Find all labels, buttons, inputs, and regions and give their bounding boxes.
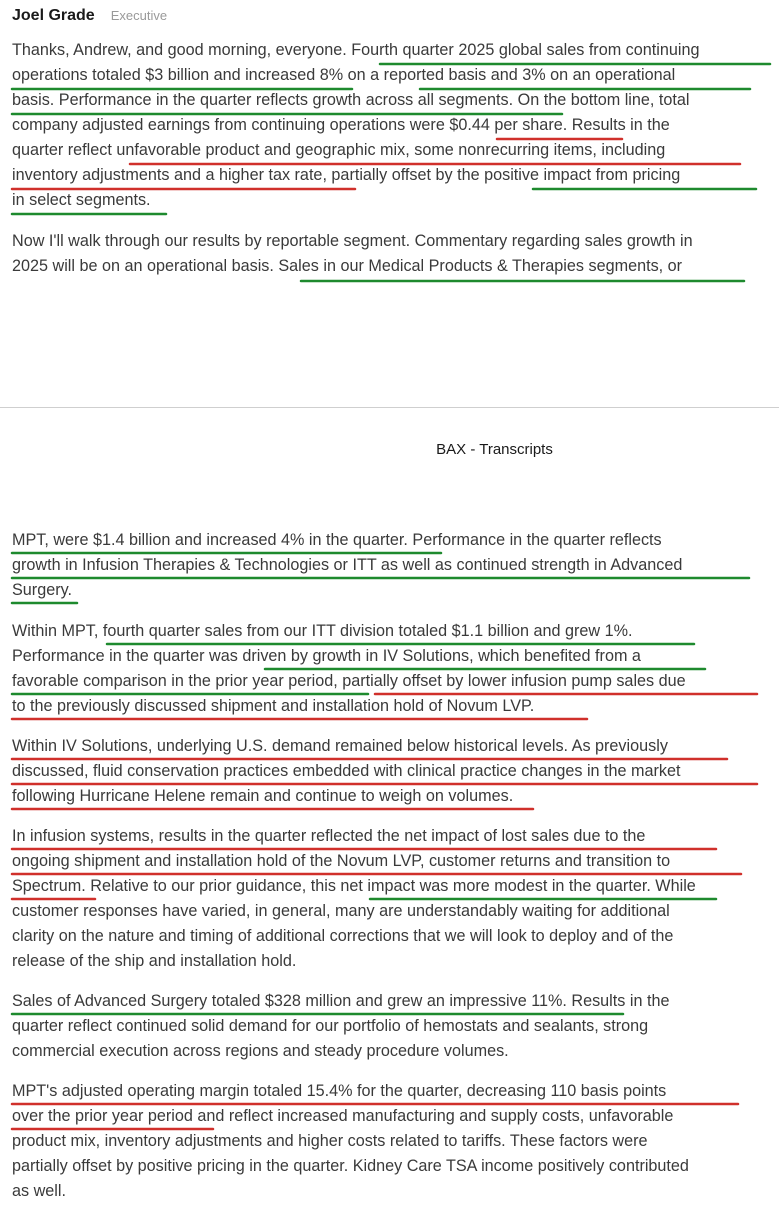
paragraph-line: Surgery.	[12, 581, 72, 599]
paragraph-line: Within MPT, fourth quarter sales from our ITT division totaled $1.1 billion and grew 1%.	[12, 622, 633, 640]
paragraph-line: MPT's adjusted operating margin totaled 15.4% for the quarter, decreasing 110 basis points	[12, 1082, 667, 1100]
speaker-name: Joel Grade	[12, 7, 95, 24]
paragraph-itt-division	[12, 619, 772, 719]
page-header: BAX - Transcripts	[436, 441, 553, 458]
paragraph-line: 2025 will be on an operational basis. Sales in our Medical Products & Therapies segments, or	[12, 257, 683, 275]
speaker-role: Executive	[110, 8, 168, 23]
paragraph-line: company adjusted earnings from continuing operations were $0.44 per share. Results in the	[12, 116, 670, 134]
paragraph-operating-margin	[12, 1079, 772, 1204]
paragraph-line: ongoing shipment and installation hold of the Novum LVP, customer returns and transition to	[12, 852, 671, 870]
paragraph-line: in select segments.	[12, 191, 151, 209]
page-divider	[0, 407, 779, 408]
paragraph-segment-walkthrough	[12, 229, 772, 279]
paragraph-iv-solutions	[12, 734, 772, 809]
paragraph-line: over the prior year period and reflect increased manufacturing and supply costs, unfavorable	[12, 1107, 674, 1125]
paragraph-line: In infusion systems, results in the quarter reflected the net impact of lost sales due to the	[12, 827, 646, 845]
paragraph-intro	[12, 38, 772, 213]
paragraph-line: discussed, fluid conservation practices embedded with clinical practice changes in the market	[12, 762, 681, 780]
paragraph-line: clarity on the nature and timing of additional corrections that we will look to deploy and of the	[12, 927, 674, 945]
paragraph-advanced-surgery	[12, 989, 772, 1064]
paragraph-line: favorable comparison in the prior year period, partially offset by lower infusion pump sales due	[12, 672, 686, 690]
paragraph-mpt-sales	[12, 528, 772, 603]
paragraph-line: following Hurricane Helene remain and continue to weigh on volumes.	[12, 787, 514, 805]
paragraph-line: to the previously discussed shipment and installation hold of Novum LVP.	[12, 697, 535, 715]
paragraph-line: MPT, were $1.4 billion and increased 4% in the quarter. Performance in the quarter reflects	[12, 531, 662, 549]
paragraph-line: quarter reflect continued solid demand for our portfolio of hemostats and sealants, strong	[12, 1017, 649, 1035]
paragraph-line: customer responses have varied, in general, many are understandably waiting for additional	[12, 902, 670, 920]
paragraph-line: operations totaled $3 billion and increased 8% on a reported basis and 3% on an operational	[12, 66, 676, 84]
paragraph-line: basis. Performance in the quarter reflects growth across all segments. On the bottom line, total	[12, 91, 690, 109]
paragraph-line: Now I'll walk through our results by reportable segment. Commentary regarding sales growth in	[12, 232, 693, 250]
paragraph-line: growth in Infusion Therapies & Technologies or ITT as well as continued strength in Advanced	[12, 556, 683, 574]
paragraph-line: partially offset by positive pricing in the quarter. Kidney Care TSA income positively contributed	[12, 1157, 689, 1175]
paragraph-line: product mix, inventory adjustments and higher costs related to tariffs. These factors were	[12, 1132, 648, 1150]
paragraph-line: Spectrum. Relative to our prior guidance, this net impact was more modest in the quarter. While	[12, 877, 696, 895]
paragraph-line: inventory adjustments and a higher tax rate, partially offset by the positive impact from pricing	[12, 166, 681, 184]
paragraph-line: Sales of Advanced Surgery totaled $328 million and grew an impressive 11%. Results in the	[12, 992, 670, 1010]
paragraph-line: commercial execution across regions and steady procedure volumes.	[12, 1042, 509, 1060]
paragraph-infusion-systems	[12, 824, 772, 974]
paragraph-line: Within IV Solutions, underlying U.S. demand remained below historical levels. As previously	[12, 737, 668, 755]
paragraph-line: release of the ship and installation hold.	[12, 952, 297, 970]
paragraph-line: as well.	[12, 1182, 66, 1200]
speaker-header	[12, 7, 167, 29]
paragraph-line: Performance in the quarter was driven by growth in IV Solutions, which benefited from a	[12, 647, 641, 665]
paragraph-line: Thanks, Andrew, and good morning, everyone. Fourth quarter 2025 global sales from continuing	[12, 41, 700, 59]
paragraph-line: quarter reflect unfavorable product and geographic mix, some nonrecurring items, including	[12, 141, 666, 159]
